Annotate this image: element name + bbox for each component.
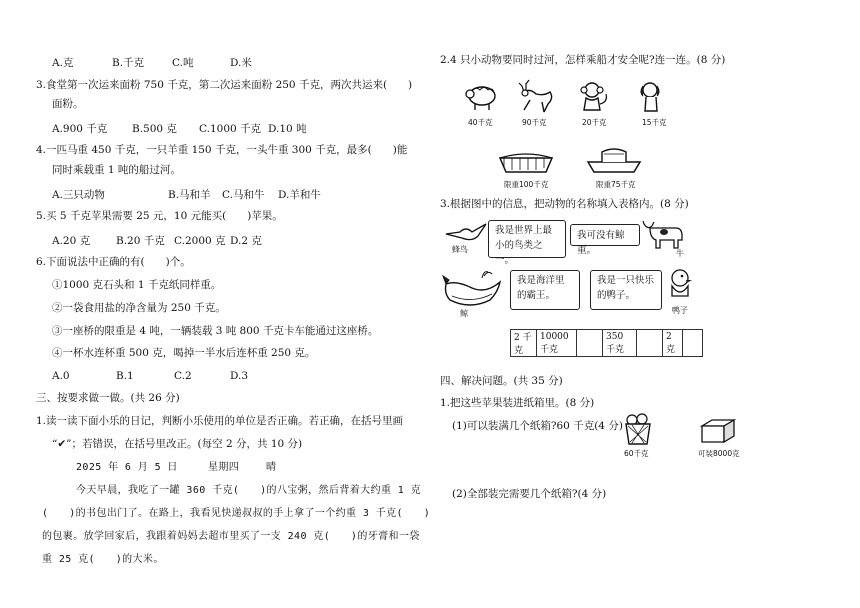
duck-icon	[666, 268, 694, 302]
q6-option-b: B.1	[116, 370, 134, 382]
deer-weight: 90千克	[522, 118, 547, 127]
r-q3-text: 3.根据图中的信息，把动物的名称填入表格内。(8 分)	[440, 198, 689, 210]
q6-item-3: ③一座桥的限重是 4 吨，一辆装载 3 吨 800 千克卡车能通过这座桥。	[52, 325, 379, 337]
sheep-weight: 40千克	[468, 118, 493, 127]
r-q2-text: 2.4 只小动物要同时过河，怎样乘船才安全呢?连一连。(8 分)	[440, 54, 726, 66]
q6-option-c: C.2	[174, 370, 192, 382]
q2-option-c: C.吨	[172, 57, 194, 69]
q5-option-a: A.20 克	[52, 235, 91, 247]
q5-option-b: B.20 千克	[116, 235, 165, 247]
q3-option-d: D.10 吨	[268, 123, 307, 135]
s3-q1-text: 1.读一读下面小乐的日记，判断小乐使用的单位是否正确。若正确，在括号里画	[36, 415, 404, 427]
whale-icon	[442, 266, 504, 308]
q6-item-1: ①1000 克石头和 1 千克纸同样重。	[52, 279, 222, 291]
q4-text: 4.一匹马重 450 千克，一只羊重 150 千克，一头牛重 300 千克，最多( )能	[36, 144, 408, 156]
diary-weekday: 星期四	[208, 462, 240, 473]
diary-line-1: 今天早晨，我吃了一罐 360 千克( )的八宝粥，然后背着大约重 1 克	[76, 485, 422, 496]
q4-option-c: C.马和牛	[222, 189, 265, 201]
cow-icon	[642, 220, 686, 250]
apple-basket-icon	[622, 412, 654, 446]
duck-label: 鸭子	[672, 306, 688, 315]
deer-icon	[518, 78, 558, 114]
q4-option-b: B.马和羊	[168, 189, 211, 201]
q6-option-a: A.0	[52, 370, 70, 382]
boat-small-icon	[498, 148, 554, 176]
table-header-cell: 2 千克	[511, 330, 537, 357]
hummingbird-icon	[444, 222, 488, 244]
q5-option-d: D.2 克	[230, 235, 262, 247]
q3-option-b: B.500 克	[132, 123, 177, 135]
dog-icon	[638, 80, 668, 114]
q2-option-a: A.克	[52, 57, 74, 69]
q3-text-cont: 面粉。	[52, 98, 84, 110]
hummingbird-label: 蜂鸟	[452, 245, 468, 254]
apple-basket-weight: 60千克	[624, 449, 649, 458]
p1-text: 1.把这些苹果装进纸箱里。(8 分)	[440, 397, 595, 409]
box-capacity: 可装8000克	[698, 449, 740, 458]
table-answer-cell[interactable]	[683, 330, 703, 357]
monkey-icon	[578, 80, 610, 114]
monkey-weight: 20千克	[582, 118, 607, 127]
table-answer-cell[interactable]	[637, 330, 663, 357]
whale-label: 鲸	[460, 309, 468, 318]
table-answer-cell[interactable]	[577, 330, 603, 357]
bubble-cow: 我可没有鲸重。	[570, 224, 640, 246]
table-header-row	[511, 330, 703, 357]
q5-option-c: C.2000 克	[174, 235, 226, 247]
p1-sub-1: (1)可以装满几个纸箱?60 千克(4 分)	[452, 420, 623, 432]
section-3-heading: 三、按要求做一做。(共 26 分)	[36, 392, 180, 404]
boat-2-limit: 限重75千克	[596, 180, 636, 189]
q4-option-d: D.羊和牛	[278, 189, 321, 201]
section-4-heading: 四、解决问题。(共 35 分)	[440, 375, 563, 387]
diary-date: 2025 年 6 月 5 日	[76, 462, 178, 473]
q4-text-cont: 同时乘载重 1 吨的船过河。	[52, 164, 181, 176]
q3-option-a: A.900 千克	[52, 123, 108, 135]
boat-1-limit: 限重100千克	[504, 180, 549, 189]
boat-roofed-icon	[586, 146, 642, 176]
q6-text: 6.下面说法中正确的有( )个。	[36, 256, 191, 268]
q2-option-d: D.米	[230, 57, 252, 69]
sheep-icon	[464, 82, 500, 112]
diary-line-3: 的包裹。放学回家后，我跟着妈妈去超市里买了一支 240 克( )的牙膏和一袋	[42, 531, 420, 542]
bubble-hummingbird: 我是世界上最小的鸟类之一。	[488, 220, 566, 258]
cardboard-box-icon	[700, 418, 736, 444]
q6-item-2: ②一袋食用盐的净含量为 250 千克。	[52, 302, 226, 314]
q3-option-c: C.1000 千克	[199, 123, 262, 135]
cow-label: 牛	[676, 249, 684, 258]
q6-item-4: ④一杯水连杯重 500 克，喝掉一半水后连杯重 250 克。	[52, 347, 316, 359]
bubble-whale: 我是海洋里的霸王。	[510, 270, 580, 310]
diary-line-2: ( )的书包出门了。在路上，我看见快递叔叔的手上拿了一个约重 3 千克( )	[42, 508, 431, 519]
q2-option-b: B.千克	[112, 57, 145, 69]
dog-weight: 15千克	[642, 118, 667, 127]
q4-option-a: A.三只动物	[52, 189, 105, 201]
q3-text: 3.食堂第一次运来面粉 750 千克，第二次运来面粉 250 千克，两次共运来( )	[36, 79, 413, 91]
table-header-cell: 350 千克	[603, 330, 637, 357]
q5-text: 5.买 5 千克苹果需要 25 元，10 元能买( )苹果。	[36, 210, 283, 222]
diary-weather: 晴	[266, 462, 277, 473]
p1-sub-2: (2)全部装完需要几个纸箱?(4 分)	[452, 488, 607, 500]
table-header-cell: 10000 千克	[537, 330, 577, 357]
s3-q1-text-cont: “✔”；若错误，在括号里改正。(每空 2 分，共 10 分)	[52, 438, 303, 450]
weight-table	[510, 329, 703, 357]
diary-line-4: 重 25 克( )的大米。	[42, 554, 164, 565]
q6-option-d: D.3	[230, 370, 249, 382]
table-header-cell: 2 克	[663, 330, 683, 357]
bubble-duck: 我是一只快乐的鸭子。	[590, 270, 662, 310]
